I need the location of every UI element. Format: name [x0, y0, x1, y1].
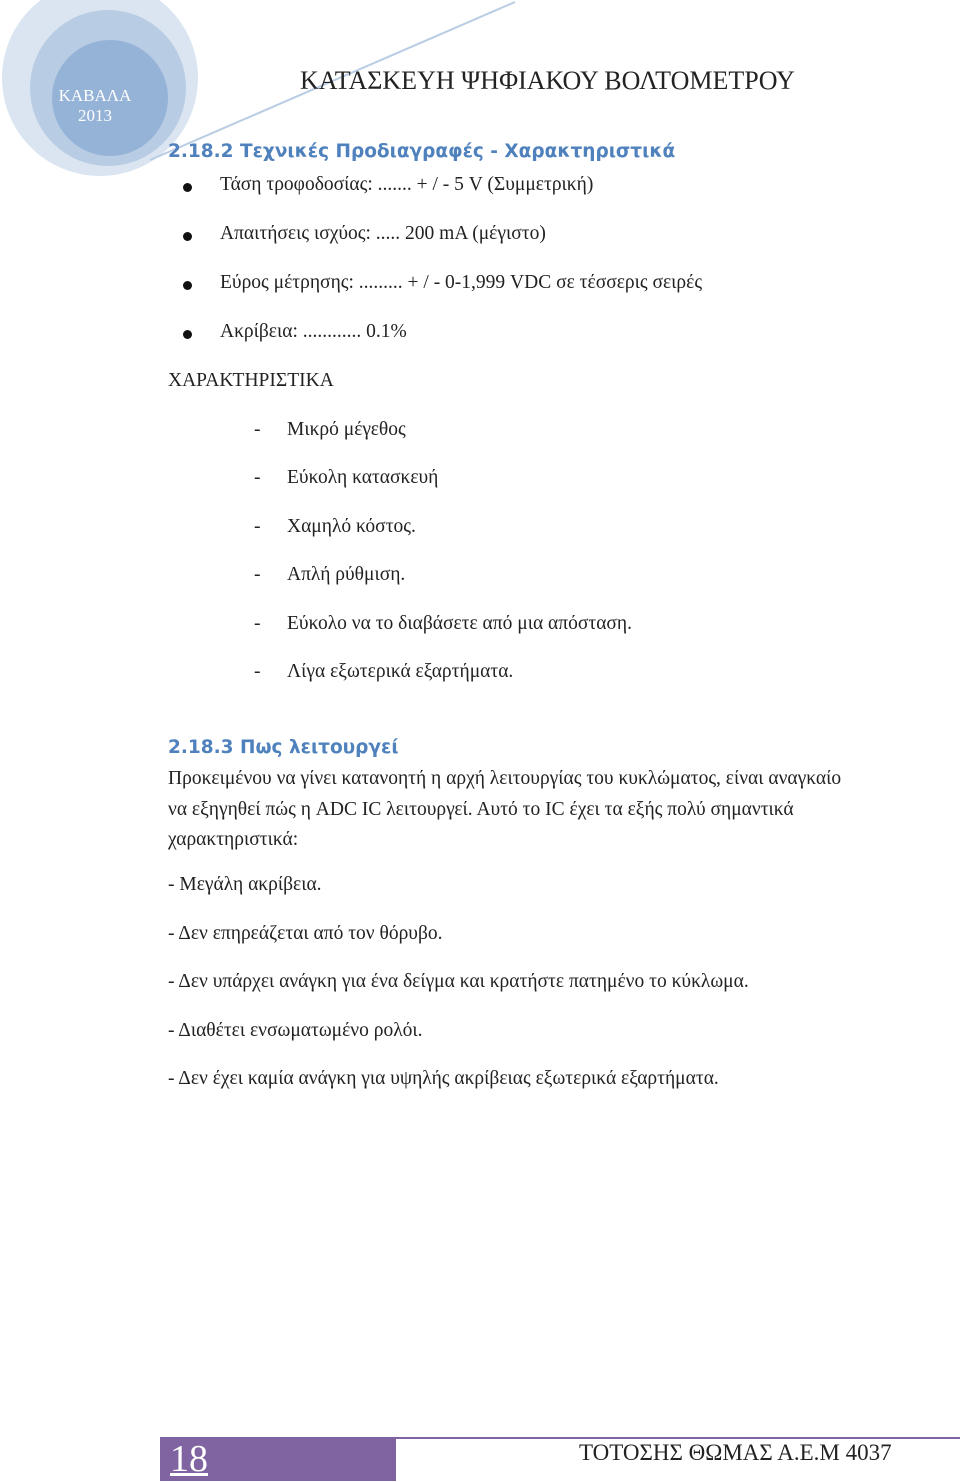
- operation-item: - Δεν επηρεάζεται από τον θόρυβο.: [168, 923, 443, 944]
- features-title: ΧΑΡΑΚΤΗΡΙΣΤΙΚΑ: [168, 370, 334, 391]
- bullet-dot-icon: [183, 183, 192, 192]
- badge-city: ΚΑΒΑΛΑ: [58, 86, 132, 105]
- dash-marker: -: [254, 419, 261, 440]
- operation-item: - Μεγάλη ακρίβεια.: [168, 874, 322, 895]
- page-number: 18: [170, 1438, 208, 1480]
- footer-author: ΤΟΤΟΣΗΣ ΘΩΜΑΣ Α.Ε.Μ 4037: [579, 1440, 892, 1465]
- dash-marker: -: [254, 564, 261, 585]
- dash-marker: -: [254, 467, 261, 488]
- dash-marker: -: [254, 516, 261, 537]
- operation-paragraph: [168, 764, 958, 856]
- document-title: ΚΑΤΑΣΚΕΥΗ ΨΗΦΙΑΚΟΥ ΒΟΛΤΟΜΕΤΡΟΥ: [300, 66, 795, 95]
- feature-item: Απλή ρύθμιση.: [287, 564, 406, 585]
- spec-item: Εύρος μέτρησης: ......... + / - 0-1,999 VDC σε τέσσερις σειρές: [220, 272, 703, 293]
- dash-marker: -: [254, 661, 261, 682]
- feature-item: Χαμηλό κόστος.: [287, 516, 416, 537]
- operation-item: - Δεν έχει καμία ανάγκη για υψηλής ακρίβειας εξωτερικά εξαρτήματα.: [168, 1068, 719, 1089]
- dash-marker: -: [254, 613, 261, 634]
- feature-item: Εύκολη κατασκευή: [287, 467, 439, 488]
- section-heading-operation: 2.18.3 Πως λειτουργεί: [168, 737, 399, 758]
- spec-item: Ακρίβεια: ............ 0.1%: [220, 321, 407, 342]
- badge-year: 2013: [78, 106, 112, 125]
- paragraph-line: Προκειμένου να γίνει κατανοητή η αρχή λειτουργίας του κυκλώματος, είναι αναγκαίο: [168, 768, 842, 789]
- bullet-dot-icon: [183, 281, 192, 290]
- paragraph-line: χαρακτηριστικά:: [168, 829, 299, 850]
- spec-item: Απαιτήσεις ισχύος: ..... 200 mA (μέγιστο): [220, 223, 546, 244]
- operation-item: - Διαθέτει ενσωματωμένο ρολόι.: [168, 1020, 423, 1041]
- paragraph-line: να εξηγηθεί πώς η ADC IC λειτουργεί. Αυτό το IC έχει τα εξής πολύ σημαντικά: [168, 798, 794, 820]
- header-badge: [40, 86, 150, 126]
- feature-item: Εύκολο να το διαβάσετε από μια απόσταση.: [287, 613, 632, 634]
- spec-item: Τάση τροφοδοσίας: ....... + / - 5 V (Συμμετρική): [220, 174, 594, 195]
- bullet-dot-icon: [183, 232, 192, 241]
- bullet-dot-icon: [183, 330, 192, 339]
- section-heading-specs: 2.18.2 Τεχνικές Προδιαγραφές - Χαρακτηριστικά: [168, 141, 676, 162]
- operation-item: - Δεν υπάρχει ανάγκη για ένα δείγμα και κρατήστε πατημένο το κύκλωμα.: [168, 971, 749, 992]
- feature-item: Μικρό μέγεθος: [287, 419, 406, 440]
- feature-item: Λίγα εξωτερικά εξαρτήματα.: [287, 661, 514, 682]
